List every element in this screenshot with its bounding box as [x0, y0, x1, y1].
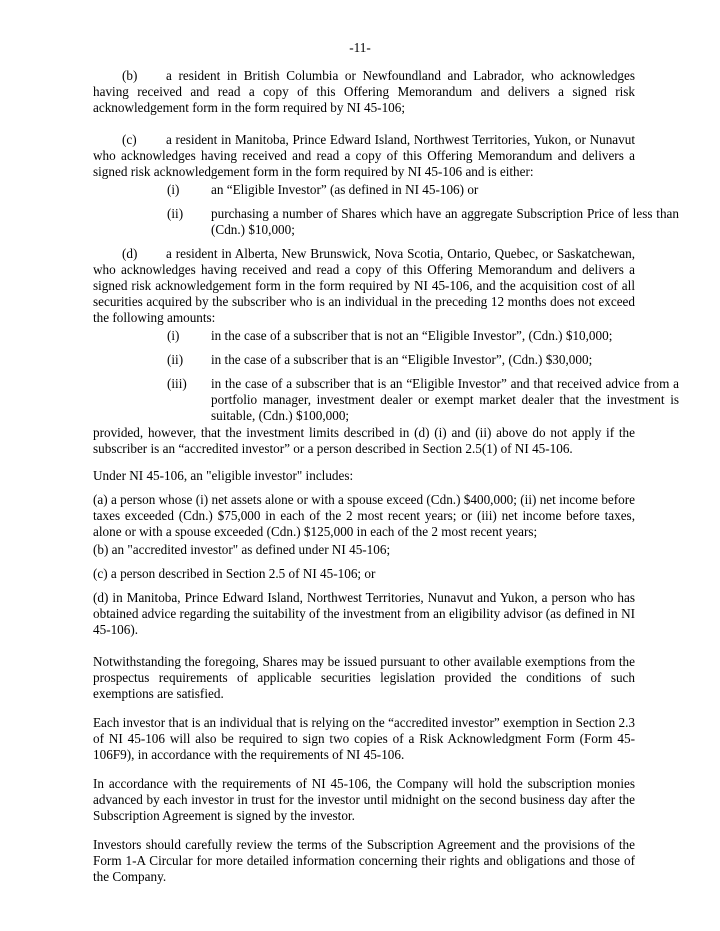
item-d-sub-iii — [167, 376, 679, 424]
item-d-sub-i — [167, 328, 679, 344]
eligible-item-b: (b) an "accredited investor" as defined under NI 45-106; — [93, 542, 391, 557]
item-b — [93, 68, 635, 116]
item-d-text: a resident in Alberta, New Brunswick, Nova Scotia, Ontario, Quebec, or Saskatchewan, who acknowledges having received and read a copy of this Offering Memorandum and delivers a signed risk acknowledgement form in the form required by NI 45-106, and the acquisition cost of all securities acquired by the subscriber who is an individual in the preceding 12 months does not exceed the following amounts: — [93, 246, 635, 325]
eligible-intro: Under NI 45-106, an "eligible investor" includes: — [93, 468, 354, 483]
item-c-sub-ii-text: purchasing a number of Shares which have an aggregate Subscription Price of less than (Cdn.) $10,000; — [211, 206, 679, 237]
item-c-sub-ii — [167, 206, 679, 238]
item-d-label: (d) — [122, 246, 138, 261]
item-c-sub-i — [167, 182, 679, 198]
item-c-sub-ii-label: (ii) — [167, 206, 184, 221]
item-d — [93, 246, 635, 326]
item-d-sub-ii-text: in the case of a subscriber that is an “Eligible Investor”, (Cdn.) $30,000; — [211, 352, 593, 367]
item-c-sub-i-text: an “Eligible Investor” (as defined in NI 45-106) or — [211, 182, 479, 197]
item-c — [93, 132, 635, 180]
item-d-sub-i-label: (i) — [167, 328, 180, 343]
item-d-sub-i-text: in the case of a subscriber that is not an “Eligible Investor”, (Cdn.) $10,000; — [211, 328, 613, 343]
eligible-item-c: (c) a person described in Section 2.5 of NI 45-106; or — [93, 566, 376, 581]
proviso-paragraph: provided, however, that the investment limits described in (d) (i) and (ii) above do not apply if the subscriber is an “accredited investor” or a person described in Section 2.5(1) of NI 45-106. — [93, 425, 635, 456]
item-d-sub-ii-label: (ii) — [167, 352, 184, 367]
item-c-sub-i-label: (i) — [167, 182, 180, 197]
accordance-paragraph: In accordance with the requirements of NI 45-106, the Company will hold the subscription monies advanced by each investor in trust for the investor until midnight on the second business day after the Subscription Agreement is signed by the investor. — [93, 776, 635, 823]
page-number: -11- — [349, 40, 371, 55]
item-c-label: (c) — [122, 132, 137, 147]
notwithstanding-paragraph: Notwithstanding the foregoing, Shares may be issued pursuant to other available exemptions from the prospectus requirements of applicable securities legislation provided the conditions of such exemptions are satisfied. — [93, 654, 635, 701]
item-d-sub-ii — [167, 352, 679, 368]
item-c-text: a resident in Manitoba, Prince Edward Island, Northwest Territories, Yukon, or Nunavut who acknowledges having received and read a copy of this Offering Memorandum and delivers a signed risk acknowledgement form in the form required by NI 45-106 and is either: — [93, 132, 635, 179]
item-b-text: a resident in British Columbia or Newfoundland and Labrador, who acknowledges having received and read a copy of this Offering Memorandum and delivers a signed risk acknowledgement form in the form required by NI 45-106; — [93, 68, 635, 115]
eligible-item-d: (d) in Manitoba, Prince Edward Island, Northwest Territories, Nunavut and Yukon, a person who has obtained advice regarding the suitability of the investment from an eligibility advisor (as defined in NI 45-106). — [93, 590, 635, 637]
item-d-sub-iii-text: in the case of a subscriber that is an “Eligible Investor” and that received advice from a portfolio manager, investment dealer or exempt market dealer that the investment is suitable, (Cdn.) $100,000; — [211, 376, 679, 423]
item-d-sub-iii-label: (iii) — [167, 376, 187, 391]
investors-paragraph: Investors should carefully review the terms of the Subscription Agreement and the provisions of the Form 1-A Circular for more detailed information concerning their rights and obligations and those of the Company. — [93, 837, 635, 884]
eligible-item-a: (a) a person whose (i) net assets alone or with a spouse exceed (Cdn.) $400,000; (ii) net income before taxes exceeded (Cdn.) $75,000 in each of the 2 most recent years; or (iii) net income before taxes, alone or with a spouse exceeded (Cdn.) $125,000 in each of the 2 most recent years; — [93, 492, 635, 539]
item-b-label: (b) — [122, 68, 138, 83]
each-investor-paragraph: Each investor that is an individual that is relying on the “accredited investor” exemption in Section 2.3 of NI 45-106 will also be required to sign two copies of a Risk Acknowledgment Form (Form 45-106F9), in accordance with the requirements of NI 45-106. — [93, 715, 635, 762]
